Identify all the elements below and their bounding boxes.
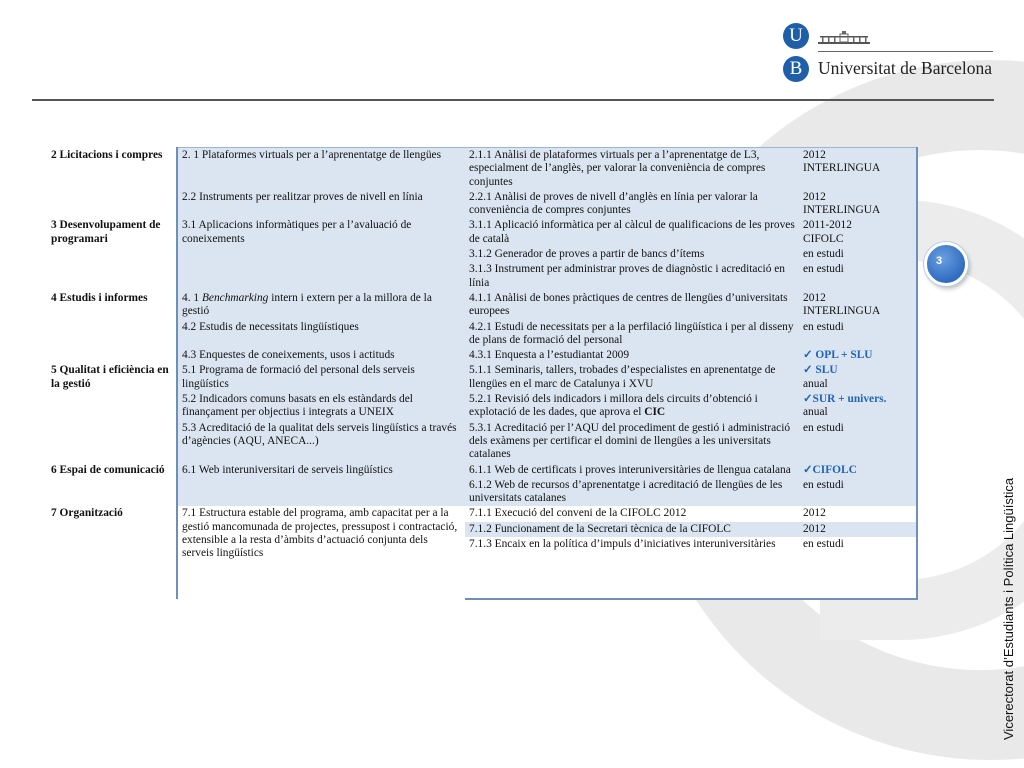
table-row	[47, 320, 917, 349]
status-value: 2012	[803, 291, 826, 304]
status-value: en estudi	[803, 263, 844, 276]
status-value: 2011-2012	[803, 219, 852, 232]
area-cell	[47, 392, 177, 421]
table-row	[47, 247, 917, 262]
status-value: ✓ SLU	[803, 364, 838, 377]
table-row	[47, 291, 917, 320]
table-row	[47, 190, 917, 219]
line-cell: 5.3 Acreditació de la qualitat dels serveis lingüístics a través d’agències (AQU, ANECA...)	[177, 421, 465, 463]
status-cell	[799, 537, 917, 599]
logo-badge-b: B	[783, 56, 809, 82]
status-cell	[799, 148, 917, 190]
area-cell: 3 Desenvolupament de programari	[47, 218, 177, 247]
status-cell	[799, 247, 917, 262]
table-row	[47, 148, 917, 190]
table-row	[47, 363, 917, 392]
table-row	[47, 506, 917, 521]
vertical-caption: Vicerectorat d’Estudiants i Política Lingüística	[1001, 477, 1016, 740]
status-value: en estudi	[803, 320, 844, 333]
status-cell	[799, 262, 917, 291]
action-cell: 3.1.1 Aplicació informàtica per al càlcul de qualificacions de les proves de català	[465, 218, 799, 247]
table-row	[47, 348, 917, 363]
status-cell	[799, 421, 917, 463]
table-row	[47, 218, 917, 247]
line-cell	[177, 478, 465, 507]
building-icon	[818, 30, 870, 46]
area-cell: 4 Estudis i informes	[47, 291, 177, 320]
line-cell: 7.1 Estructura estable del programa, amb capacitat per a la gestió mancomunada de projectes, pressupost i contractació, extensible a la resta d’àmbits d’actuació conjunta dels serveis lingüístics	[177, 506, 465, 599]
status-cell	[799, 392, 917, 421]
status-cell	[799, 522, 917, 537]
area-cell	[47, 262, 177, 291]
action-cell: 2.1.1 Anàlisi de plataformes virtuals per a l’aprenentatge de L3, especialment de l’anglès, per valorar la conveniència de compres conjuntes	[465, 148, 799, 190]
header-divider	[32, 99, 994, 101]
action-cell: 2.2.1 Anàlisi de proves de nivell d’anglès en línia per valorar la conveniència de compres conjuntes	[465, 190, 799, 219]
line-cell: 2.2 Instruments per realitzar proves de nivell en línia	[177, 190, 465, 219]
status-value: 2012	[803, 190, 826, 203]
status-value: en estudi	[803, 538, 844, 551]
status-cell	[799, 463, 917, 478]
table-row	[47, 262, 917, 291]
status-value: en estudi	[803, 478, 844, 491]
line-cell: 4.2 Estudis de necessitats lingüístiques	[177, 320, 465, 349]
line-cell: 2. 1 Plataformes virtuals per a l’aprenentatge de llengües	[177, 148, 465, 190]
area-cell	[47, 348, 177, 363]
status-frequency: anual	[803, 377, 828, 390]
area-cell	[47, 320, 177, 349]
status-value: ✓CIFOLC	[803, 463, 857, 476]
line-cell	[177, 247, 465, 262]
table-row	[47, 478, 917, 507]
line-cell: 3.1 Aplicacions informàtiques per a l’avaluació de coneixements	[177, 218, 465, 247]
university-name: Universitat de Barcelona	[818, 58, 992, 78]
action-cell: 6.1.2 Web de recursos d’aprenentatge i acreditació de llengües de les universitats catalanes	[465, 478, 799, 507]
action-cell: 4.2.1 Estudi de necessitats per a la perfilació lingüística i per al disseny de plans de formació del personal	[465, 320, 799, 349]
table-row	[47, 463, 917, 478]
status-value: en estudi	[803, 248, 844, 261]
table-row	[47, 421, 917, 463]
status-owner: INTERLINGUA	[803, 305, 881, 318]
table-row	[47, 392, 917, 421]
area-cell: 5 Qualitat i eficiència en la gestió	[47, 363, 177, 392]
status-value: 2012	[803, 149, 826, 161]
status-cell	[799, 348, 917, 363]
area-cell	[47, 421, 177, 463]
logo-divider	[818, 51, 993, 52]
line-cell	[177, 291, 465, 320]
action-text: 5.2.1 Revisió dels indicadors i millora dels circuits d’obtenció i explotació de les dades, que aprova el	[469, 393, 758, 419]
action-cell: 5.1.1 Seminaris, tallers, trobades d’especialistes en aprenentatge de llengües en el marc de Catalunya i XVU	[465, 363, 799, 392]
university-logo	[780, 20, 1000, 86]
action-cell: 7.1.3 Encaix en la política d’impuls d’iniciatives interuniversitàries	[465, 537, 799, 599]
line-text: intern i extern per a la millora de la gestió	[182, 291, 432, 318]
status-value: ✓ OPL + SLU	[803, 349, 873, 362]
status-owner: INTERLINGUA	[803, 162, 881, 175]
line-emphasis: Benchmarking	[201, 291, 269, 304]
line-cell: 4.3 Enquestes de coneixements, usos i actituds	[177, 348, 465, 363]
logo-badge-u: U	[783, 23, 809, 49]
action-cell: 3.1.2 Generador de proves a partir de bancs d’ítems	[465, 247, 799, 262]
status-value: en estudi	[803, 421, 844, 434]
area-cell: 6 Espai de comunicació	[47, 463, 177, 478]
line-cell: 6.1 Web interuniversitari de serveis lingüístics	[177, 463, 465, 478]
area-cell	[47, 190, 177, 219]
status-cell	[799, 291, 917, 320]
action-cell: 7.1.2 Funcionament de la Secretari tècnica de la CIFOLC	[465, 522, 799, 537]
line-cell: 5.2 Indicadors comuns basats en els estàndards del finançament per objectius i integrats a UNEIX	[177, 392, 465, 421]
status-cell	[799, 320, 917, 349]
status-frequency: anual	[803, 406, 828, 419]
area-cell: 7 Organització	[47, 506, 177, 599]
line-cell: 5.1 Programa de formació del personal dels serveis lingüístics	[177, 363, 465, 392]
action-cell: 3.1.3 Instrument per administrar proves de diagnòstic i acreditació en línia	[465, 262, 799, 291]
action-cell: 5.3.1 Acreditació per l’AQU del procediment de gestió i administració dels exàmens per certificar el domini de llengües a les universitats catalanes	[465, 421, 799, 463]
action-cell: 7.1.1 Execució del conveni de la CIFOLC 2012	[465, 506, 799, 521]
status-cell	[799, 363, 917, 392]
status-value: 2012	[803, 507, 826, 520]
action-emphasis: CIC	[644, 406, 666, 419]
status-cell	[799, 506, 917, 521]
area-cell: 2 Licitacions i compres	[47, 148, 177, 190]
line-number: 4. 1	[182, 291, 202, 304]
status-cell	[799, 190, 917, 219]
status-value: 2012	[803, 522, 826, 535]
action-cell: 6.1.1 Web de certificats i proves interuniversitàries de llengua catalana	[465, 463, 799, 478]
status-value: ✓SUR + univers.	[803, 393, 887, 406]
area-cell	[47, 247, 177, 262]
area-cell	[47, 478, 177, 507]
line-cell	[177, 262, 465, 291]
action-cell	[465, 392, 799, 421]
action-cell: 4.3.1 Enquesta a l’estudiantat 2009	[465, 348, 799, 363]
action-cell: 4.1.1 Anàlisi de bones pràctiques de centres de llengües d’universitats europees	[465, 291, 799, 320]
actions-table	[47, 147, 917, 600]
status-owner: INTERLINGUA	[803, 204, 881, 217]
page-number-badge: 3	[924, 242, 968, 286]
status-cell	[799, 218, 917, 247]
actions-table-grid	[47, 147, 918, 600]
status-cell	[799, 478, 917, 507]
status-owner: CIFOLC	[803, 232, 844, 245]
